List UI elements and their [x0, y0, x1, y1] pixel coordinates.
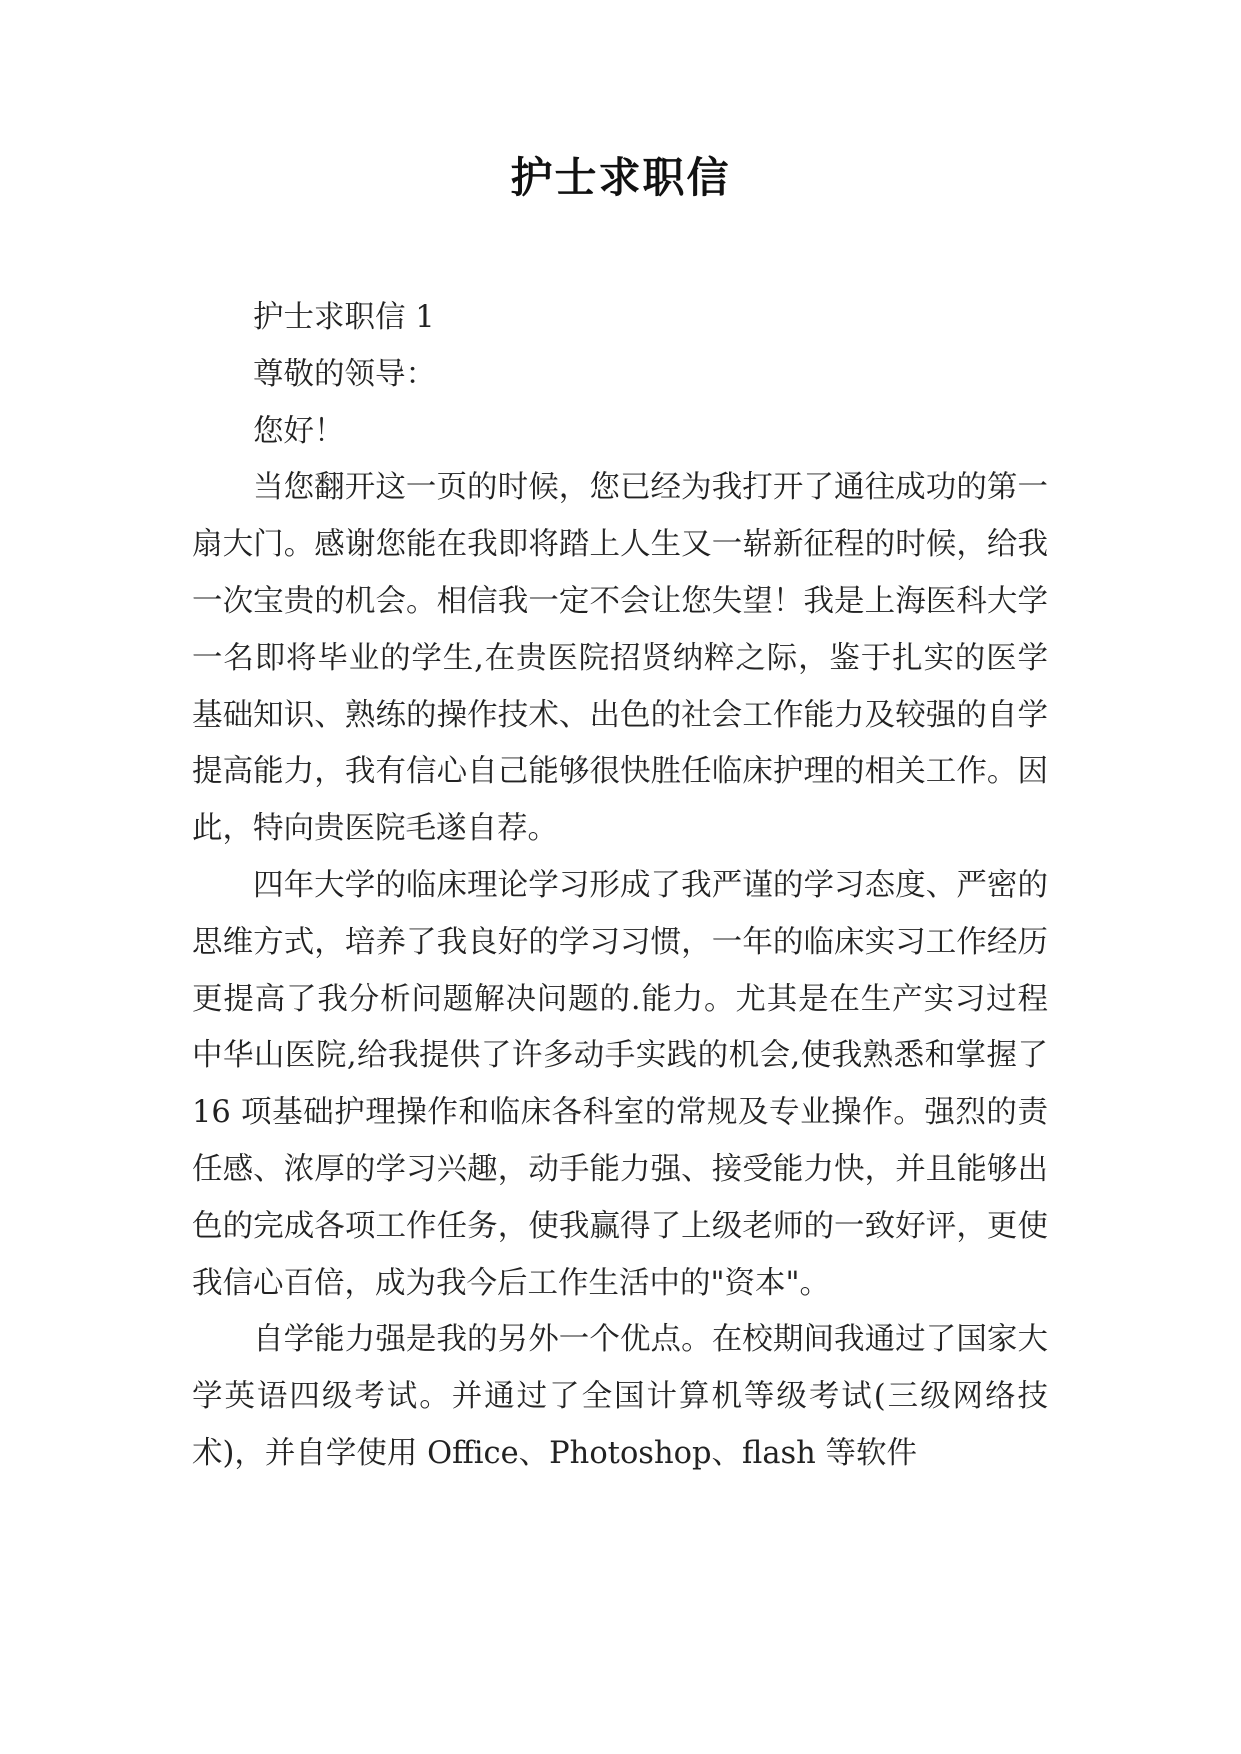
document-body: [192, 290, 1048, 1483]
greeting: 您好！: [253, 413, 345, 449]
document-title: 护士求职信: [510, 153, 731, 202]
body-paragraph: 自学能力强是我的另外一个优点。在校期间我通过了国家大学英语四级考试。并通过了全国计算机等级考试(三级网络技术)，并自学使用 Office、Photoshop、flash 等软件: [192, 1322, 1048, 1471]
salutation: 尊敬的领导：: [253, 356, 436, 392]
body-paragraph: 当您翻开这一页的时候，您已经为我打开了通往成功的第一扇大门。感谢您能在我即将踏上人生又一崭新征程的时候，给我一次宝贵的机会。相信我一定不会让您失望！我是上海医科大学一名即将毕业的学生,在贵医院招贤纳粹之际，鉴于扎实的医学基础知识、熟练的操作技术、出色的社会工作能力及较强的自学提高能力，我有信心自己能够很快胜任临床护理的相关工作。因此，特向贵医院毛遂自荐。: [192, 470, 1048, 847]
section-heading: 护士求职信 1: [253, 300, 435, 335]
body-paragraph: 四年大学的临床理论学习形成了我严谨的学习态度、严密的思维方式，培养了我良好的学习习惯，一年的临床实习工作经历更提高了我分析问题解决问题的.能力。尤其是在生产实习过程中华山医院,给我提供了许多动手实践的机会,使我熟悉和掌握了 16 项基础护理操作和临床各科室的常规及专业操作。强烈的责任感、浓厚的学习兴趣，动手能力强、接受能力快，并且能够出色的完成各项工作任务，使我赢得了上级老师的一致好评，更使我信心百倍，成为我今后工作生活中的"资本"。: [192, 867, 1048, 1301]
